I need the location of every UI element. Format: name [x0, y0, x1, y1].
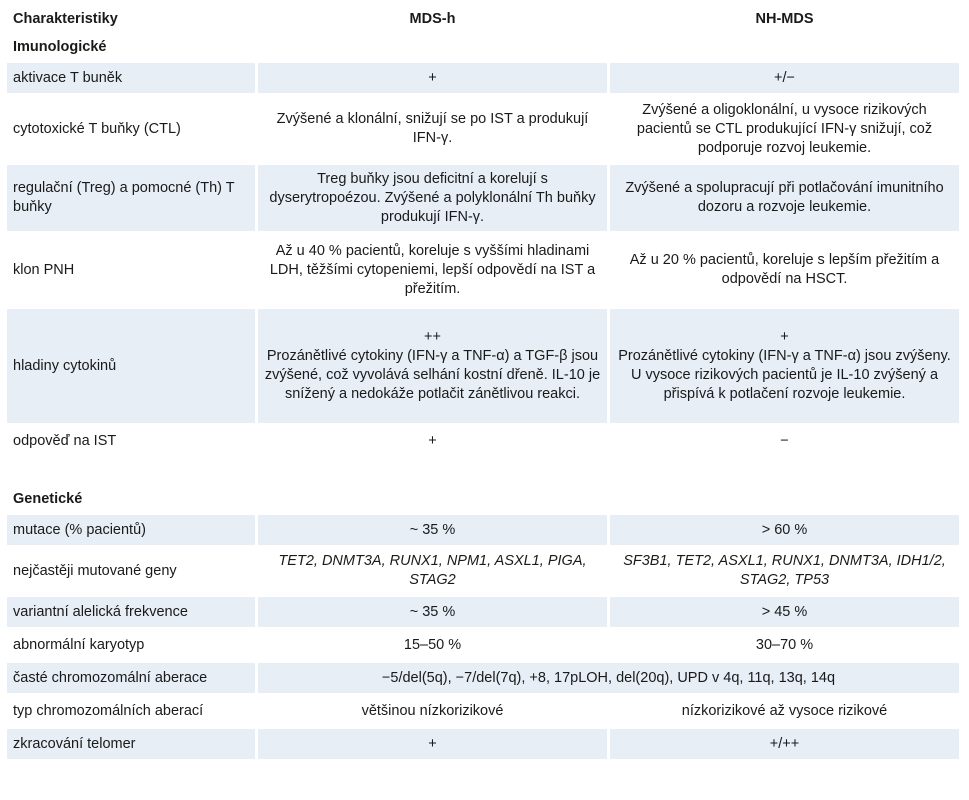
row-value-nh-mds: SF3B1, TET2, ASXL1, RUNX1, DNMT3A, IDH1/2, STAG2, TP53: [610, 548, 959, 594]
table-body: [7, 34, 959, 759]
row-value-mds-h: Až u 40 % pacientů, koreluje s vyššími hladinami LDH, těžšími cytopeniemi, lepší odpovědí na IST a přežitím.: [258, 234, 607, 306]
table-row: [7, 96, 959, 162]
row-value-nh-mds: −: [610, 426, 959, 456]
section-title: Imunologické: [13, 38, 107, 55]
row-label: časté chromozomální aberace: [7, 663, 255, 693]
row-label: aktivace T buněk: [7, 63, 255, 93]
row-label: odpověď na IST: [7, 426, 255, 456]
row-value-nh-mds: 30–70 %: [610, 630, 959, 660]
comparison-table: [4, 4, 962, 762]
table-header-row: [7, 7, 959, 31]
table-row: [7, 234, 959, 306]
header-mds-h: MDS-h: [409, 10, 456, 27]
table-row: [7, 597, 959, 627]
row-label: mutace (% pacientů): [7, 515, 255, 545]
row-label: abnormální karyotyp: [7, 630, 255, 660]
section-title-row: [7, 486, 959, 512]
header-characteristics: Charakteristiky: [13, 10, 118, 27]
row-value-mds-h: ~ 35 %: [258, 515, 607, 545]
table-row: [7, 426, 959, 456]
row-value-mds-h: 15–50 %: [258, 630, 607, 660]
row-value-mds-h: Treg buňky jsou deficitní a korelují s dyserytropoézou. Zvýšené a polyklonální Th buňky produkují IFN-γ.: [258, 165, 607, 231]
table-row: [7, 515, 959, 545]
row-label: zkracování telomer: [7, 729, 255, 759]
row-value-mds-h: většinou nízkorizikové: [258, 696, 607, 726]
section-spacer: [7, 459, 959, 483]
row-value-nh-mds: > 45 %: [610, 597, 959, 627]
table-row: [7, 548, 959, 594]
row-value-mds-h: TET2, DNMT3A, RUNX1, NPM1, ASXL1, PIGA, STAG2: [258, 548, 607, 594]
row-value-mds-h: +: [258, 729, 607, 759]
row-value-nh-mds: Zvýšené a oligoklonální, u vysoce rizikových pacientů se CTL produkující IFN-γ snižují, což podporuje rozvoj leukemie.: [610, 96, 959, 162]
table-row: [7, 630, 959, 660]
row-value-mds-h: +: [258, 426, 607, 456]
row-value-nh-mds: Zvýšené a spolupracují při potlačování imunitního dozoru a rozvoje leukemie.: [610, 165, 959, 231]
row-label: hladiny cytokinů: [7, 309, 255, 423]
table-row: [7, 696, 959, 726]
row-label: klon PNH: [7, 234, 255, 306]
header-nh-mds: NH-MDS: [755, 10, 814, 27]
table-row: [7, 309, 959, 423]
row-label: cytotoxické T buňky (CTL): [7, 96, 255, 162]
table-row: [7, 663, 959, 693]
row-value-mds-h: ~ 35 %: [258, 597, 607, 627]
table-row: [7, 729, 959, 759]
row-value-nh-mds: +/++: [610, 729, 959, 759]
row-value-nh-mds: + Prozánětlivé cytokiny (IFN-γ a TNF-α) jsou zvýšeny. U vysoce rizikových pacientů je IL-10 zvýšený a přispívá k potlačení rozvoje leukemie.: [610, 309, 959, 423]
row-value-nh-mds: Až u 20 % pacientů, koreluje s lepším přežitím a odpovědí na HSCT.: [610, 234, 959, 306]
table-row: [7, 63, 959, 93]
spacer-cell: [7, 459, 959, 483]
table-row: [7, 165, 959, 231]
row-value-mds-h: +: [258, 63, 607, 93]
row-value-merged: −5/del(5q), −7/del(7q), +8, 17pLOH, del(20q), UPD v 4q, 11q, 13q, 14q: [258, 663, 959, 693]
row-label: regulační (Treg) a pomocné (Th) T buňky: [7, 165, 255, 231]
row-value-mds-h: Zvýšené a klonální, snižují se po IST a produkují IFN-γ.: [258, 96, 607, 162]
row-value-nh-mds: +/−: [610, 63, 959, 93]
row-label: nejčastěji mutované geny: [7, 548, 255, 594]
row-value-nh-mds: nízkorizikové až vysoce rizikové: [610, 696, 959, 726]
section-title: Genetické: [13, 490, 83, 507]
row-label: variantní alelická frekvence: [7, 597, 255, 627]
row-value-mds-h: ++ Prozánětlivé cytokiny (IFN-γ a TNF-α) a TGF-β jsou zvýšené, což vyvolává selhání kostní dřeně. IL-10 je snížený a nedokáže potlačit zánětlivou reakci.: [258, 309, 607, 423]
row-label: typ chromozomálních aberací: [7, 696, 255, 726]
section-title-row: [7, 34, 959, 60]
row-value-nh-mds: > 60 %: [610, 515, 959, 545]
